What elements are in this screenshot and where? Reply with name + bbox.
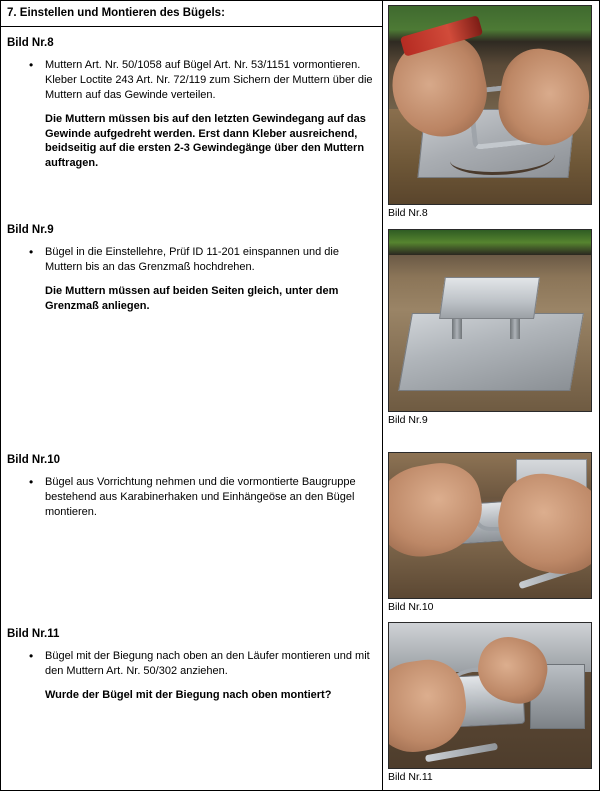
bullet-note: Die Muttern müssen auf beiden Seiten gleich, unter dem Grenzmaß anliegen. xyxy=(45,284,339,312)
instruction-blocks xyxy=(1,27,382,790)
instruction-block-10 xyxy=(1,454,382,529)
bullet-text: • Bügel aus Vorrichtung nehmen und die vormontierte Baugruppe bestehend aus Karabinerhaken und Einhängeöse an den Bügel montieren. xyxy=(45,476,356,518)
photo-caption: Bild Nr.8 xyxy=(388,207,428,219)
photo-caption: Bild Nr.9 xyxy=(388,414,428,426)
instruction-block-11 xyxy=(1,628,382,712)
list-item xyxy=(29,58,374,171)
bullet-text: • Bügel in die Einstellehre, Prüf ID 11-201 einspannen und die Muttern bis an das Grenzmaß hochdrehen. xyxy=(45,246,339,274)
bullet-list xyxy=(7,649,374,703)
photo-stack xyxy=(383,1,600,791)
photo-cell-11 xyxy=(383,622,600,784)
bullet-list xyxy=(7,58,374,171)
bullet-list xyxy=(7,475,374,520)
bullet-text: • Muttern Art. Nr. 50/1058 auf Bügel Art. Nr. 53/1151 vormontieren. Kleber Loctite 243 Art. Nr. 72/119 zum Sichern der Muttern über die Muttern auf das Gewinde verteilen. xyxy=(45,59,373,101)
photo-bracket-nuts-preassembly xyxy=(388,5,592,205)
page-title: 7. Einstellen und Montieren des Bügels: xyxy=(1,1,382,27)
photo-cell-9 xyxy=(383,229,600,427)
photo-caption: Bild Nr.10 xyxy=(388,601,434,613)
block-title: Bild Nr.8 xyxy=(7,37,54,50)
photo-cell-8 xyxy=(383,5,600,220)
photo-bracket-on-runner xyxy=(388,622,592,769)
block-title: Bild Nr.11 xyxy=(7,628,60,641)
photo-carabiner-assembly xyxy=(388,452,592,599)
photo-bracket-in-gauge xyxy=(388,229,592,412)
instruction-block-9 xyxy=(1,224,382,323)
layout-table xyxy=(1,1,600,791)
list-item xyxy=(29,245,374,313)
bullet-note: Wurde der Bügel mit der Biegung nach oben montiert? xyxy=(45,688,332,701)
instruction-block-8 xyxy=(1,37,382,181)
block-title: Bild Nr.9 xyxy=(7,224,54,237)
photo-caption: Bild Nr.11 xyxy=(388,771,433,783)
bullet-text: • Bügel mit der Biegung nach oben an den Läufer montieren und mit den Muttern Art. Nr. 50/302 anziehen. xyxy=(45,650,370,678)
list-item xyxy=(29,475,374,520)
bullet-note: Die Muttern müssen bis auf den letzten Gewindegang auf das Gewinde aufgedreht werden. Erst dann Kleber ausreichend, beidseitig auf die ersten 2-3 Gewindegänge über den Muttern auftragen. xyxy=(45,112,366,170)
bullet-list xyxy=(7,245,374,313)
block-title: Bild Nr.10 xyxy=(7,454,61,467)
photo-column xyxy=(383,1,600,791)
photo-cell-10 xyxy=(383,452,600,614)
text-column xyxy=(1,1,383,791)
list-item xyxy=(29,649,374,703)
